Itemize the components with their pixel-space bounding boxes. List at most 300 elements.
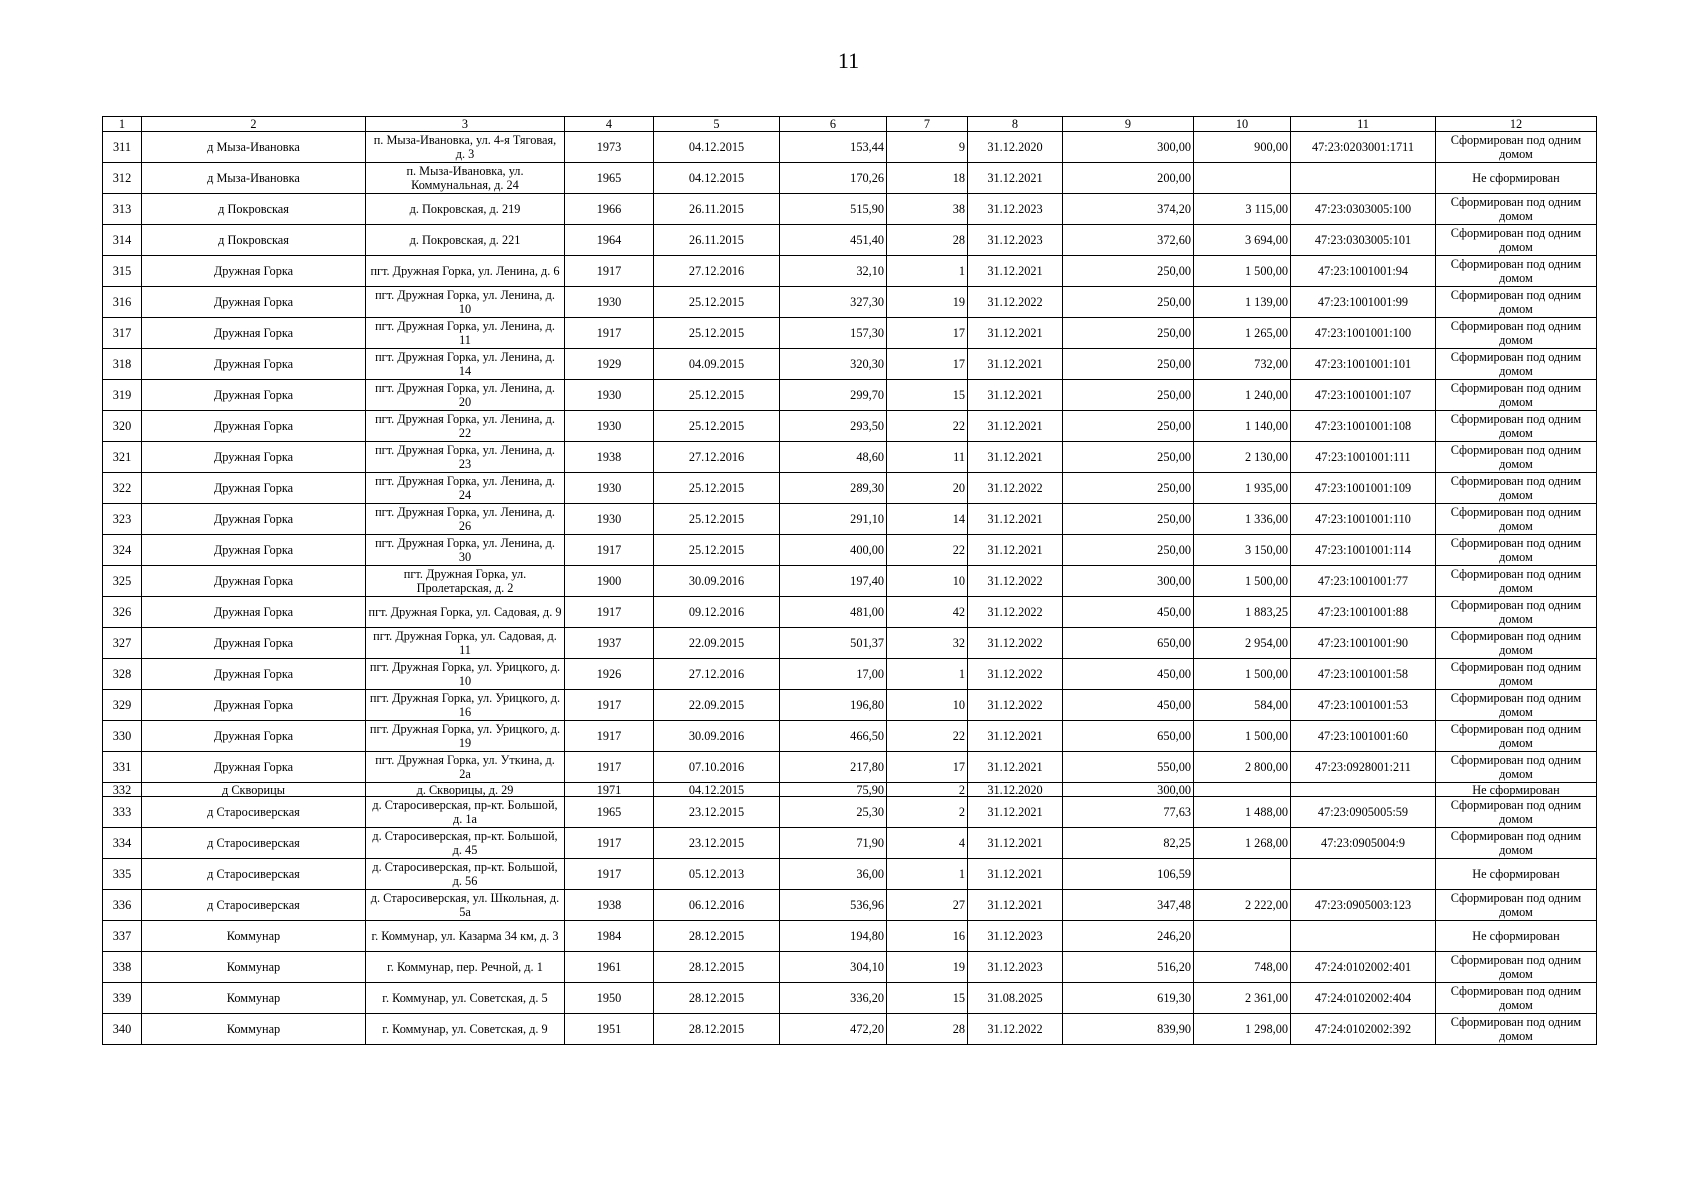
table-row	[103, 921, 1597, 952]
cell-planned-resettlement-date: 31.12.2020	[968, 132, 1063, 163]
cell-year-built: 1930	[565, 287, 654, 318]
cell-residents: 28	[887, 225, 968, 256]
cell-cadastral-number: 47:23:1001001:110	[1291, 504, 1436, 535]
cell-planned-resettlement-date: 31.12.2021	[968, 442, 1063, 473]
cell-residents: 15	[887, 983, 968, 1014]
cell-cadastral-number: 47:23:1001001:94	[1291, 256, 1436, 287]
cell-row-number: 327	[103, 628, 142, 659]
cell-area: 75,90	[780, 783, 887, 797]
cell-cadastral-land-area: 732,00	[1194, 349, 1291, 380]
cell-planned-resettlement-date: 31.12.2021	[968, 859, 1063, 890]
cell-survey-date: 26.11.2015	[654, 194, 780, 225]
cell-settlement: д Скворицы	[142, 783, 366, 797]
cell-land-status: Сформирован под одним домом	[1436, 690, 1597, 721]
cell-survey-date: 30.09.2016	[654, 566, 780, 597]
cell-survey-date: 22.09.2015	[654, 628, 780, 659]
cell-residents: 27	[887, 890, 968, 921]
table-row	[103, 349, 1597, 380]
cell-cadastral-number: 47:23:1001001:107	[1291, 380, 1436, 411]
cell-land-status: Сформирован под одним домом	[1436, 380, 1597, 411]
cell-settlement: Дружная Горка	[142, 597, 366, 628]
cell-survey-date: 04.09.2015	[654, 349, 780, 380]
cell-settlement: Дружная Горка	[142, 504, 366, 535]
cell-settlement: Дружная Горка	[142, 473, 366, 504]
cell-cadastral-number: 47:23:1001001:99	[1291, 287, 1436, 318]
cell-residents: 22	[887, 411, 968, 442]
cell-residents: 32	[887, 628, 968, 659]
cell-planned-resettlement-date: 31.12.2021	[968, 797, 1063, 828]
cell-cadastral-land-area: 2 361,00	[1194, 983, 1291, 1014]
cell-settlement: Дружная Горка	[142, 349, 366, 380]
cell-cadastral-number: 47:23:1001001:58	[1291, 659, 1436, 690]
cell-land-area: 106,59	[1063, 859, 1194, 890]
cell-planned-resettlement-date: 31.12.2021	[968, 163, 1063, 194]
cell-settlement: Дружная Горка	[142, 442, 366, 473]
cell-land-status: Сформирован под одним домом	[1436, 890, 1597, 921]
cell-address: д. Старосиверская, пр-кт. Большой, д. 56	[366, 859, 565, 890]
cell-land-area: 550,00	[1063, 752, 1194, 783]
cell-survey-date: 26.11.2015	[654, 225, 780, 256]
cell-row-number: 319	[103, 380, 142, 411]
cell-area: 501,37	[780, 628, 887, 659]
cell-area: 194,80	[780, 921, 887, 952]
cell-land-area: 250,00	[1063, 411, 1194, 442]
cell-land-status: Не сформирован	[1436, 783, 1597, 797]
cell-land-area: 650,00	[1063, 628, 1194, 659]
cell-residents: 1	[887, 256, 968, 287]
cell-year-built: 1964	[565, 225, 654, 256]
cell-settlement: д Мыза-Ивановка	[142, 132, 366, 163]
cell-area: 291,10	[780, 504, 887, 535]
cell-cadastral-number: 47:23:1001001:90	[1291, 628, 1436, 659]
cell-cadastral-number: 47:24:0102002:401	[1291, 952, 1436, 983]
cell-year-built: 1926	[565, 659, 654, 690]
cell-land-status: Сформирован под одним домом	[1436, 535, 1597, 566]
cell-row-number: 336	[103, 890, 142, 921]
cell-year-built: 1973	[565, 132, 654, 163]
cell-survey-date: 23.12.2015	[654, 797, 780, 828]
cell-land-status: Сформирован под одним домом	[1436, 473, 1597, 504]
cell-cadastral-number: 47:23:0905003:123	[1291, 890, 1436, 921]
cell-cadastral-land-area: 1 298,00	[1194, 1014, 1291, 1045]
cell-survey-date: 25.12.2015	[654, 535, 780, 566]
cell-row-number: 323	[103, 504, 142, 535]
cell-planned-resettlement-date: 31.12.2020	[968, 783, 1063, 797]
cell-area: 293,50	[780, 411, 887, 442]
housing-registry-table	[102, 116, 1597, 1045]
cell-planned-resettlement-date: 31.12.2021	[968, 256, 1063, 287]
cell-land-area: 619,30	[1063, 983, 1194, 1014]
cell-settlement: Коммунар	[142, 952, 366, 983]
cell-survey-date: 04.12.2015	[654, 132, 780, 163]
cell-residents: 9	[887, 132, 968, 163]
cell-row-number: 311	[103, 132, 142, 163]
cell-residents: 15	[887, 380, 968, 411]
table-row	[103, 828, 1597, 859]
cell-settlement: Дружная Горка	[142, 380, 366, 411]
cell-year-built: 1930	[565, 380, 654, 411]
cell-land-area: 650,00	[1063, 721, 1194, 752]
cell-cadastral-land-area: 1 240,00	[1194, 380, 1291, 411]
cell-area: 299,70	[780, 380, 887, 411]
cell-year-built: 1938	[565, 890, 654, 921]
cell-land-status: Сформирован под одним домом	[1436, 721, 1597, 752]
cell-land-status: Сформирован под одним домом	[1436, 752, 1597, 783]
cell-year-built: 1930	[565, 411, 654, 442]
cell-address: д. Покровская, д. 219	[366, 194, 565, 225]
cell-row-number: 324	[103, 535, 142, 566]
cell-settlement: Коммунар	[142, 1014, 366, 1045]
cell-address: пгт. Дружная Горка, ул. Ленина, д. 30	[366, 535, 565, 566]
cell-year-built: 1971	[565, 783, 654, 797]
cell-cadastral-number: 47:23:0905004:9	[1291, 828, 1436, 859]
cell-planned-resettlement-date: 31.12.2021	[968, 828, 1063, 859]
cell-cadastral-number: 47:23:1001001:100	[1291, 318, 1436, 349]
cell-land-area: 250,00	[1063, 349, 1194, 380]
cell-land-area: 374,20	[1063, 194, 1194, 225]
cell-land-area: 77,63	[1063, 797, 1194, 828]
cell-area: 336,20	[780, 983, 887, 1014]
cell-planned-resettlement-date: 31.12.2023	[968, 952, 1063, 983]
cell-land-area: 450,00	[1063, 690, 1194, 721]
cell-cadastral-number: 47:24:0102002:404	[1291, 983, 1436, 1014]
cell-area: 153,44	[780, 132, 887, 163]
cell-residents: 11	[887, 442, 968, 473]
table-row	[103, 752, 1597, 783]
cell-land-area: 246,20	[1063, 921, 1194, 952]
cell-area: 196,80	[780, 690, 887, 721]
cell-area: 327,30	[780, 287, 887, 318]
cell-land-area: 450,00	[1063, 659, 1194, 690]
cell-address: пгт. Дружная Горка, ул. Садовая, д. 11	[366, 628, 565, 659]
cell-cadastral-number: 47:23:0203001:1711	[1291, 132, 1436, 163]
cell-address: д. Скворицы, д. 29	[366, 783, 565, 797]
cell-survey-date: 07.10.2016	[654, 752, 780, 783]
column-number-cadastral-number: 11	[1291, 117, 1436, 132]
cell-land-area: 300,00	[1063, 783, 1194, 797]
table-row	[103, 659, 1597, 690]
cell-year-built: 1930	[565, 473, 654, 504]
cell-land-area: 250,00	[1063, 473, 1194, 504]
cell-address: пгт. Дружная Горка, ул. Ленина, д. 22	[366, 411, 565, 442]
cell-address: пгт. Дружная Горка, ул. Садовая, д. 9	[366, 597, 565, 628]
cell-planned-resettlement-date: 31.12.2021	[968, 504, 1063, 535]
cell-cadastral-number: 47:23:1001001:109	[1291, 473, 1436, 504]
cell-cadastral-number: 47:23:0303005:101	[1291, 225, 1436, 256]
cell-area: 170,26	[780, 163, 887, 194]
cell-land-area: 250,00	[1063, 504, 1194, 535]
cell-land-area: 250,00	[1063, 287, 1194, 318]
cell-land-area: 250,00	[1063, 318, 1194, 349]
cell-row-number: 330	[103, 721, 142, 752]
cell-survey-date: 28.12.2015	[654, 1014, 780, 1045]
cell-area: 25,30	[780, 797, 887, 828]
cell-planned-resettlement-date: 31.12.2021	[968, 535, 1063, 566]
cell-address: г. Коммунар, ул. Советская, д. 9	[366, 1014, 565, 1045]
cell-cadastral-number: 47:23:1001001:114	[1291, 535, 1436, 566]
cell-year-built: 1917	[565, 256, 654, 287]
cell-residents: 20	[887, 473, 968, 504]
cell-cadastral-land-area: 1 488,00	[1194, 797, 1291, 828]
cell-planned-resettlement-date: 31.12.2023	[968, 194, 1063, 225]
cell-area: 400,00	[780, 535, 887, 566]
cell-cadastral-land-area: 2 954,00	[1194, 628, 1291, 659]
cell-planned-resettlement-date: 31.12.2022	[968, 597, 1063, 628]
cell-address: пгт. Дружная Горка, ул. Ленина, д. 24	[366, 473, 565, 504]
cell-address: пгт. Дружная Горка, ул. Уткина, д. 2а	[366, 752, 565, 783]
cell-year-built: 1917	[565, 690, 654, 721]
cell-cadastral-land-area: 2 130,00	[1194, 442, 1291, 473]
cell-settlement: Дружная Горка	[142, 318, 366, 349]
cell-land-status: Сформирован под одним домом	[1436, 504, 1597, 535]
table-row	[103, 952, 1597, 983]
cell-area: 157,30	[780, 318, 887, 349]
cell-year-built: 1938	[565, 442, 654, 473]
cell-settlement: д Старосиверская	[142, 859, 366, 890]
cell-row-number: 329	[103, 690, 142, 721]
cell-planned-resettlement-date: 31.12.2022	[968, 287, 1063, 318]
cell-residents: 1	[887, 859, 968, 890]
cell-cadastral-number: 47:23:0303005:100	[1291, 194, 1436, 225]
cell-address: пгт. Дружная Горка, ул. Ленина, д. 11	[366, 318, 565, 349]
cell-planned-resettlement-date: 31.12.2022	[968, 659, 1063, 690]
cell-row-number: 313	[103, 194, 142, 225]
table-row	[103, 473, 1597, 504]
cell-year-built: 1917	[565, 828, 654, 859]
column-number-settlement: 2	[142, 117, 366, 132]
cell-address: п. Мыза-Ивановка, ул. 4-я Тяговая, д. 3	[366, 132, 565, 163]
cell-row-number: 340	[103, 1014, 142, 1045]
table-row	[103, 721, 1597, 752]
cell-settlement: Дружная Горка	[142, 721, 366, 752]
cell-residents: 10	[887, 690, 968, 721]
cell-residents: 18	[887, 163, 968, 194]
column-number-land-status: 12	[1436, 117, 1597, 132]
cell-area: 472,20	[780, 1014, 887, 1045]
cell-planned-resettlement-date: 31.12.2022	[968, 690, 1063, 721]
cell-area: 536,96	[780, 890, 887, 921]
cell-planned-resettlement-date: 31.08.2025	[968, 983, 1063, 1014]
cell-cadastral-number: 47:24:0102002:392	[1291, 1014, 1436, 1045]
cell-cadastral-number: 47:23:1001001:53	[1291, 690, 1436, 721]
table-row	[103, 132, 1597, 163]
cell-survey-date: 25.12.2015	[654, 287, 780, 318]
column-number-row-number: 1	[103, 117, 142, 132]
cell-planned-resettlement-date: 31.12.2021	[968, 380, 1063, 411]
table-row	[103, 1014, 1597, 1045]
column-number-address: 3	[366, 117, 565, 132]
cell-cadastral-land-area	[1194, 921, 1291, 952]
cell-cadastral-number: 47:23:1001001:60	[1291, 721, 1436, 752]
cell-address: пгт. Дружная Горка, ул. Урицкого, д. 19	[366, 721, 565, 752]
cell-residents: 28	[887, 1014, 968, 1045]
table-row	[103, 411, 1597, 442]
cell-survey-date: 27.12.2016	[654, 659, 780, 690]
cell-land-area: 250,00	[1063, 442, 1194, 473]
cell-cadastral-land-area	[1194, 783, 1291, 797]
cell-address: пгт. Дружная Горка, ул. Ленина, д. 23	[366, 442, 565, 473]
cell-residents: 14	[887, 504, 968, 535]
cell-survey-date: 27.12.2016	[654, 256, 780, 287]
cell-land-status: Сформирован под одним домом	[1436, 1014, 1597, 1045]
cell-area: 36,00	[780, 859, 887, 890]
cell-settlement: д Старосиверская	[142, 890, 366, 921]
cell-area: 197,40	[780, 566, 887, 597]
cell-settlement: Коммунар	[142, 983, 366, 1014]
table-row	[103, 442, 1597, 473]
cell-row-number: 331	[103, 752, 142, 783]
cell-survey-date: 28.12.2015	[654, 921, 780, 952]
cell-survey-date: 06.12.2016	[654, 890, 780, 921]
column-number-cadastral-land-area: 10	[1194, 117, 1291, 132]
table-row	[103, 287, 1597, 318]
cell-area: 17,00	[780, 659, 887, 690]
cell-row-number: 316	[103, 287, 142, 318]
cell-planned-resettlement-date: 31.12.2022	[968, 566, 1063, 597]
cell-settlement: Дружная Горка	[142, 628, 366, 659]
cell-land-status: Сформирован под одним домом	[1436, 597, 1597, 628]
cell-address: пгт. Дружная Горка, ул. Урицкого, д. 10	[366, 659, 565, 690]
cell-land-area: 250,00	[1063, 535, 1194, 566]
column-number-year-built: 4	[565, 117, 654, 132]
cell-settlement: д Старосиверская	[142, 797, 366, 828]
cell-row-number: 332	[103, 783, 142, 797]
cell-land-status: Не сформирован	[1436, 163, 1597, 194]
table-row	[103, 225, 1597, 256]
cell-planned-resettlement-date: 31.12.2021	[968, 721, 1063, 752]
cell-cadastral-land-area: 1 265,00	[1194, 318, 1291, 349]
cell-survey-date: 25.12.2015	[654, 318, 780, 349]
cell-settlement: д Мыза-Ивановка	[142, 163, 366, 194]
cell-year-built: 1917	[565, 535, 654, 566]
column-number-planned-resettlement-date: 8	[968, 117, 1063, 132]
cell-row-number: 322	[103, 473, 142, 504]
cell-planned-resettlement-date: 31.12.2021	[968, 890, 1063, 921]
cell-address: г. Коммунар, ул. Казарма 34 км, д. 3	[366, 921, 565, 952]
cell-area: 466,50	[780, 721, 887, 752]
cell-residents: 17	[887, 752, 968, 783]
cell-address: пгт. Дружная Горка, ул. Ленина, д. 10	[366, 287, 565, 318]
cell-land-area: 516,20	[1063, 952, 1194, 983]
cell-cadastral-number: 47:23:0905005:59	[1291, 797, 1436, 828]
table-row	[103, 256, 1597, 287]
cell-land-status: Сформирован под одним домом	[1436, 952, 1597, 983]
cell-planned-resettlement-date: 31.12.2022	[968, 473, 1063, 504]
cell-cadastral-land-area: 2 800,00	[1194, 752, 1291, 783]
cell-residents: 4	[887, 828, 968, 859]
cell-year-built: 1917	[565, 859, 654, 890]
cell-residents: 10	[887, 566, 968, 597]
cell-row-number: 318	[103, 349, 142, 380]
table-row	[103, 783, 1597, 797]
cell-settlement: Дружная Горка	[142, 566, 366, 597]
cell-land-status: Сформирован под одним домом	[1436, 349, 1597, 380]
cell-row-number: 326	[103, 597, 142, 628]
cell-address: пгт. Дружная Горка, ул. Пролетарская, д. 2	[366, 566, 565, 597]
cell-settlement: д Покровская	[142, 225, 366, 256]
cell-land-status: Не сформирован	[1436, 921, 1597, 952]
cell-land-status: Сформирован под одним домом	[1436, 628, 1597, 659]
cell-row-number: 333	[103, 797, 142, 828]
cell-year-built: 1900	[565, 566, 654, 597]
table-row	[103, 983, 1597, 1014]
cell-land-status: Сформирован под одним домом	[1436, 411, 1597, 442]
cell-row-number: 317	[103, 318, 142, 349]
cell-land-status: Не сформирован	[1436, 859, 1597, 890]
table-row	[103, 504, 1597, 535]
cell-residents: 16	[887, 921, 968, 952]
cell-land-status: Сформирован под одним домом	[1436, 983, 1597, 1014]
cell-land-status: Сформирован под одним домом	[1436, 287, 1597, 318]
cell-cadastral-land-area: 1 139,00	[1194, 287, 1291, 318]
cell-cadastral-land-area: 1 140,00	[1194, 411, 1291, 442]
cell-row-number: 315	[103, 256, 142, 287]
cell-year-built: 1984	[565, 921, 654, 952]
table-row	[103, 690, 1597, 721]
cell-land-status: Сформирован под одним домом	[1436, 318, 1597, 349]
cell-cadastral-land-area: 1 500,00	[1194, 721, 1291, 752]
cell-cadastral-number: 47:23:1001001:108	[1291, 411, 1436, 442]
cell-area: 32,10	[780, 256, 887, 287]
cell-cadastral-number: 47:23:1001001:88	[1291, 597, 1436, 628]
cell-survey-date: 04.12.2015	[654, 163, 780, 194]
cell-land-status: Сформирован под одним домом	[1436, 442, 1597, 473]
cell-land-area: 250,00	[1063, 380, 1194, 411]
cell-land-area: 372,60	[1063, 225, 1194, 256]
table-row	[103, 535, 1597, 566]
cell-row-number: 337	[103, 921, 142, 952]
cell-address: д. Старосиверская, ул. Школьная, д. 5а	[366, 890, 565, 921]
cell-row-number: 335	[103, 859, 142, 890]
cell-residents: 19	[887, 287, 968, 318]
column-number-land-area: 9	[1063, 117, 1194, 132]
cell-cadastral-land-area: 2 222,00	[1194, 890, 1291, 921]
cell-cadastral-land-area: 900,00	[1194, 132, 1291, 163]
page-number: 11	[837, 48, 860, 73]
cell-address: пгт. Дружная Горка, ул. Ленина, д. 20	[366, 380, 565, 411]
cell-survey-date: 04.12.2015	[654, 783, 780, 797]
cell-planned-resettlement-date: 31.12.2021	[968, 411, 1063, 442]
cell-planned-resettlement-date: 31.12.2023	[968, 921, 1063, 952]
cell-land-status: Сформирован под одним домом	[1436, 659, 1597, 690]
cell-survey-date: 09.12.2016	[654, 597, 780, 628]
cell-land-status: Сформирован под одним домом	[1436, 828, 1597, 859]
table-row	[103, 194, 1597, 225]
cell-area: 515,90	[780, 194, 887, 225]
cell-land-status: Сформирован под одним домом	[1436, 225, 1597, 256]
cell-cadastral-number	[1291, 859, 1436, 890]
cell-land-status: Сформирован под одним домом	[1436, 256, 1597, 287]
cell-year-built: 1965	[565, 797, 654, 828]
cell-row-number: 338	[103, 952, 142, 983]
cell-land-area: 82,25	[1063, 828, 1194, 859]
cell-year-built: 1917	[565, 597, 654, 628]
cell-land-status: Сформирован под одним домом	[1436, 566, 1597, 597]
cell-survey-date: 28.12.2015	[654, 983, 780, 1014]
cell-cadastral-number: 47:23:1001001:101	[1291, 349, 1436, 380]
cell-cadastral-land-area: 1 500,00	[1194, 256, 1291, 287]
cell-row-number: 339	[103, 983, 142, 1014]
cell-cadastral-number	[1291, 783, 1436, 797]
cell-cadastral-land-area: 1 500,00	[1194, 566, 1291, 597]
cell-area: 48,60	[780, 442, 887, 473]
cell-year-built: 1929	[565, 349, 654, 380]
cell-survey-date: 25.12.2015	[654, 504, 780, 535]
table-row	[103, 597, 1597, 628]
cell-area: 217,80	[780, 752, 887, 783]
cell-land-status: Сформирован под одним домом	[1436, 797, 1597, 828]
cell-planned-resettlement-date: 31.12.2021	[968, 318, 1063, 349]
